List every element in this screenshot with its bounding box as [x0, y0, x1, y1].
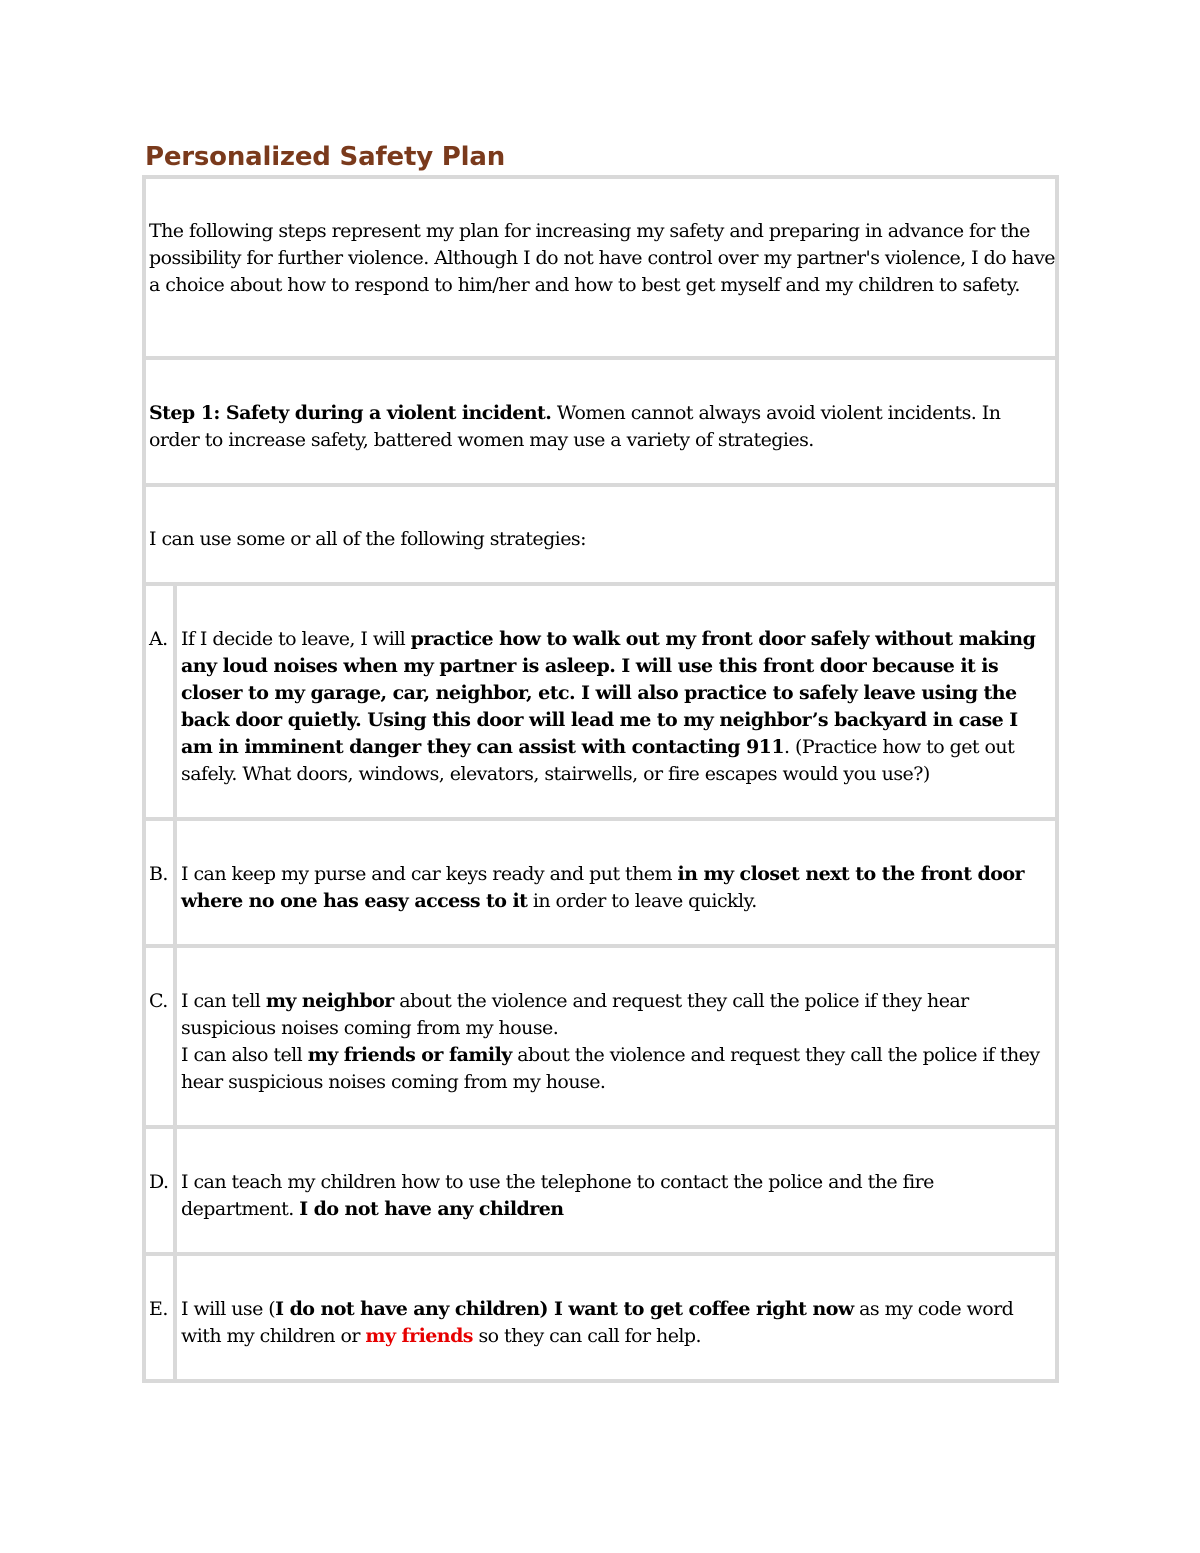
- item-b-bold: in my closet next to the front door where no one has easy access to it: [181, 863, 1024, 912]
- table-row: [144, 1254, 1057, 1381]
- item-letter-cell: [144, 1254, 175, 1381]
- item-letter: B.: [149, 863, 168, 885]
- page-title: Personalized Safety Plan: [145, 142, 506, 172]
- item-letter-cell: [144, 946, 175, 1127]
- item-c-text-4: about the violence and request they call the police if they hear suspicious noises coming from my house.: [181, 1044, 1040, 1093]
- item-c-text-2: about the violence and request they call the police if they hear suspicious noises coming from my house.: [181, 990, 969, 1039]
- item-text-cell: [175, 584, 1057, 819]
- item-letter: A.: [149, 628, 168, 650]
- intro-cell: [144, 177, 1057, 358]
- item-e-text-3: so they can call for help.: [472, 1325, 702, 1347]
- item-letter-cell: [144, 819, 175, 946]
- item-letter-cell: [144, 1127, 175, 1254]
- intro-text: The following steps represent my plan for increasing my safety and preparing in advance for the possibility for further violence. Although I do not have control over my partner's violence, I do have a choice about how to respond to him/her and how to best get myself and my children to safety.: [149, 220, 1055, 296]
- item-letter: D.: [149, 1171, 169, 1193]
- step1-text: Women cannot always avoid violent incidents. In order to increase safety, battered women may use a variety of strategies.: [149, 402, 1001, 451]
- item-letter-cell: [144, 584, 175, 819]
- item-text-cell: [175, 819, 1057, 946]
- safety-plan-table: [142, 175, 1059, 1383]
- item-e-text: I will use (: [181, 1298, 276, 1320]
- item-c-text: I can tell: [181, 990, 266, 1012]
- item-a-text-2: . (Practice how to get out safely. What doors, windows, elevators, stairwells, or fire escapes would you use?): [181, 736, 1015, 785]
- step1-heading: Step 1: Safety during a violent incident.: [149, 402, 552, 424]
- item-a-text: If I decide to leave, I will: [181, 628, 411, 650]
- strategies-cell: [144, 485, 1057, 584]
- item-d-text: I can teach my children how to use the telephone to contact the police and the fire department.: [181, 1171, 934, 1220]
- item-letter: E.: [149, 1298, 168, 1320]
- strategies-intro: I can use some or all of the following strategies:: [149, 528, 586, 550]
- item-e-highlight: my friends: [365, 1325, 473, 1347]
- item-text-cell: [175, 1254, 1057, 1381]
- step1-cell: [144, 358, 1057, 485]
- table-row: [144, 819, 1057, 946]
- table-row: [144, 485, 1057, 584]
- item-a-bold: practice how to walk out my front door safely without making any loud noises when my partner is asleep. I will use this front door because it is closer to my garage, car, neighbor, etc. I will also practice to safely leave using the back door quietly. Using this door will lead me to my neighbor’s backyard in case I am in imminent danger they can assist with contacting 911: [181, 628, 1036, 758]
- table-row: [144, 584, 1057, 819]
- table-row: [144, 358, 1057, 485]
- item-e-bold: I do not have any children) I want to get coffee right now: [275, 1298, 854, 1320]
- item-c-text-3: I can also tell: [181, 1044, 308, 1066]
- item-e-text-2: as my code word with my children or: [181, 1298, 1014, 1347]
- item-letter: C.: [149, 990, 168, 1012]
- item-c-bold: my neighbor: [265, 990, 394, 1012]
- table-row: [144, 177, 1057, 358]
- item-d-bold: I do not have any children: [299, 1198, 564, 1220]
- table-row: [144, 946, 1057, 1127]
- table-row: [144, 1127, 1057, 1254]
- item-c-bold-2: my friends or family: [307, 1044, 512, 1066]
- item-b-text: I can keep my purse and car keys ready and put them: [181, 863, 678, 885]
- item-text-cell: [175, 946, 1057, 1127]
- item-b-text-2: in order to leave quickly.: [527, 890, 757, 912]
- item-text-cell: [175, 1127, 1057, 1254]
